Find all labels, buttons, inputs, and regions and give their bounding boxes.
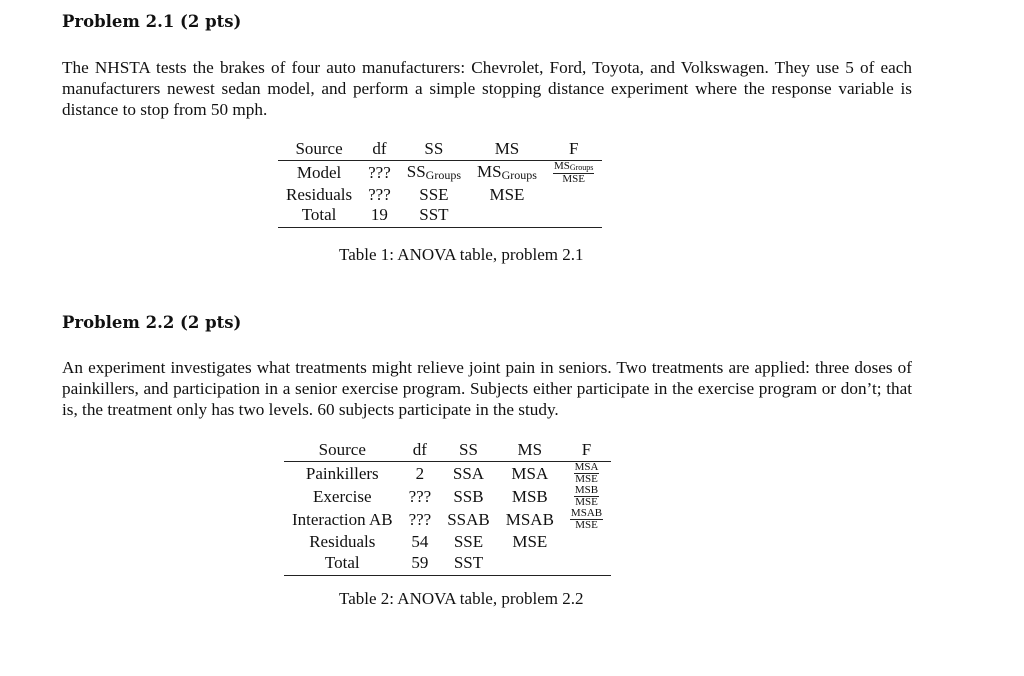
cell-df: 59 [401, 553, 440, 576]
table-row [284, 508, 611, 531]
cell-f [562, 508, 611, 531]
f-fraction: $\frac{\text{MSB}}{\text{MSE}}$ [574, 484, 599, 508]
col-header-source: Source [284, 440, 401, 462]
cell-ss: SSAB [447, 509, 490, 529]
table-row [284, 553, 611, 576]
cell-source: Residuals [286, 185, 353, 204]
cell-ss: SST [439, 553, 498, 576]
cell-ms [469, 205, 545, 228]
cell-source: Painkillers [305, 463, 379, 483]
cell-ss: $SS_{Groups}$ [406, 161, 462, 182]
cell-source: Model [296, 163, 342, 182]
cell-ss: SSE [453, 532, 484, 551]
f-fraction: $\frac{\text{MSA}}{\text{MSE}}$ [574, 461, 599, 485]
cell-f [562, 462, 611, 486]
table-row [284, 462, 611, 486]
cell-ms: MSE [489, 185, 525, 204]
col-header-ms: MS [469, 139, 545, 161]
problem-2-1-text: The NHSTA tests the brakes of four auto manufacturers: Chevrolet, Ford, Toyota, and Volkswagen. They use 5 of each manufacturers newest sedan model, and perform a simple stopping distance experiment where the response variable is distance to stop from 50 mph. [62, 58, 912, 119]
problem-2-2-heading: Problem 2.2 (2 pts) [62, 313, 242, 332]
table-row [278, 205, 602, 228]
table-row [284, 485, 611, 508]
cell-f [545, 205, 602, 228]
cell-f [545, 161, 602, 186]
table-1-caption: Table 1: ANOVA table, problem 2.1 [339, 245, 584, 264]
col-header-df: df [401, 440, 440, 462]
cell-ms: MSA [511, 463, 549, 483]
cell-ms: MSAB [505, 509, 554, 529]
cell-ms: MSB [511, 486, 548, 506]
cell-source: Total [278, 205, 360, 228]
col-header-source: Source [278, 139, 360, 161]
cell-df: ??? [368, 185, 391, 204]
col-header-ss: SS [399, 139, 469, 161]
col-header-df: df [360, 139, 399, 161]
cell-source: Interaction AB [292, 509, 393, 529]
cell-ss: SSB [453, 486, 484, 506]
anova-table-2 [284, 440, 611, 576]
cell-df: 54 [411, 532, 429, 551]
table-row [278, 185, 602, 205]
cell-f [562, 485, 611, 508]
cell-df: ??? [368, 163, 391, 182]
cell-ms [498, 553, 562, 576]
table-row [278, 161, 602, 186]
col-header-ms: MS [498, 440, 562, 462]
table-row [284, 531, 611, 553]
cell-df: ??? [408, 509, 432, 529]
f-fraction: $\frac{MS_{Groups}}{\text{MSE}}$ [553, 160, 594, 185]
cell-f [562, 531, 611, 553]
cell-source: Exercise [313, 486, 372, 506]
cell-source: Total [284, 553, 401, 576]
cell-df: ??? [408, 486, 432, 506]
f-fraction: $\frac{\text{MSAB}}{\text{MSE}}$ [570, 507, 603, 531]
cell-f [562, 553, 611, 576]
cell-ss: SST [399, 205, 469, 228]
cell-df: 2 [415, 463, 425, 483]
col-header-f: F [562, 440, 611, 462]
col-header-ss: SS [439, 440, 498, 462]
cell-source: Residuals [309, 532, 376, 551]
cell-f [545, 185, 602, 205]
problem-2-2-text: An experiment investigates what treatments might relieve joint pain in seniors. Two treatments are applied: three doses of painkillers, and participation in a senior exercise program. Subjects either participate in the exercise program or don’t; that is, the treatment only has two levels. 60 subjects participate in the study. [62, 358, 912, 419]
table-2-caption: Table 2: ANOVA table, problem 2.2 [339, 589, 584, 608]
anova-table-1 [278, 139, 602, 228]
cell-df: 19 [360, 205, 399, 228]
col-header-f: F [545, 139, 602, 161]
cell-ms: $MS_{Groups}$ [477, 161, 537, 182]
problem-2-1-heading: Problem 2.1 (2 pts) [62, 12, 242, 31]
cell-ss: SSE [419, 185, 449, 204]
cell-ms: MSE [512, 532, 548, 551]
cell-ss: SSA [452, 463, 485, 483]
